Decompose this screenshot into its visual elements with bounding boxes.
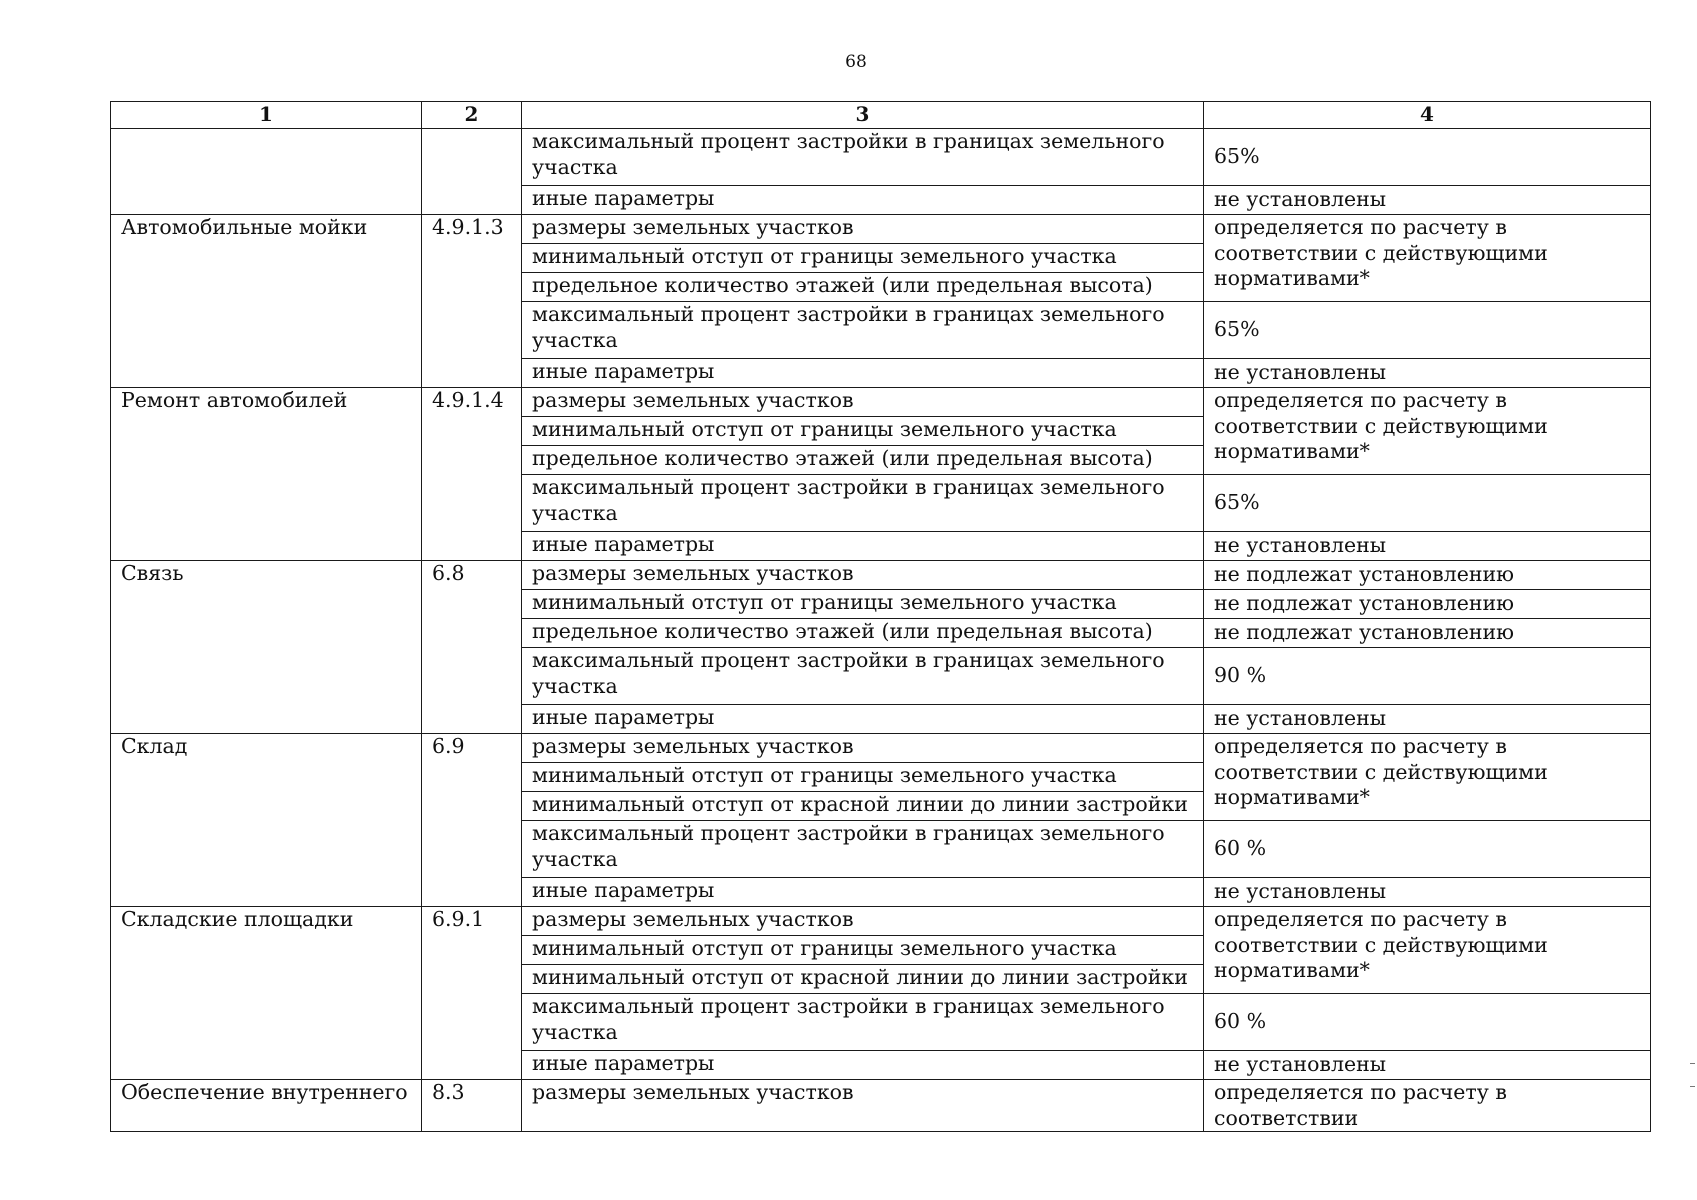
parameter-cell: предельное количество этажей (или предельная высота) (522, 446, 1204, 475)
column-header: 2 (422, 102, 522, 129)
land-use-code-cell: 6.8 (422, 561, 522, 734)
value-cell: определяется по расчету в соответствии с действующими нормативами* (1204, 907, 1651, 994)
parameter-cell: максимальный процент застройки в границах земельного участка (522, 994, 1204, 1051)
parameter-cell: максимальный процент застройки в границах земельного участка (522, 821, 1204, 878)
parameter-cell: минимальный отступ от границы земельного участка (522, 590, 1204, 619)
parameter-cell: размеры земельных участков (522, 388, 1204, 417)
parameter-cell: минимальный отступ от красной линии до линии застройки (522, 792, 1204, 821)
column-header: 4 (1204, 102, 1651, 129)
land-use-name-cell: Автомобильные мойки (111, 215, 422, 388)
value-cell: не установлены (1204, 878, 1651, 907)
value-cell: не установлены (1204, 1051, 1651, 1080)
parameter-cell: максимальный процент застройки в границах земельного участка (522, 475, 1204, 532)
land-use-table (110, 101, 1651, 1132)
value-cell: не подлежат установлению (1204, 590, 1651, 619)
parameter-cell: иные параметры (522, 186, 1204, 215)
land-use-code-cell: 6.9.1 (422, 907, 522, 1080)
value-cell: определяется по расчету в соответствии с действующими нормативами* (1204, 734, 1651, 821)
parameter-cell: иные параметры (522, 532, 1204, 561)
value-cell: 60 % (1204, 994, 1651, 1051)
value-cell: определяется по расчету в соответствии (1204, 1080, 1651, 1132)
table-row (111, 561, 1651, 590)
value-cell: 60 % (1204, 821, 1651, 878)
value-cell: не подлежат установлению (1204, 561, 1651, 590)
parameter-cell: иные параметры (522, 359, 1204, 388)
table-row (111, 129, 1651, 186)
land-use-code-cell: 8.3 (422, 1080, 522, 1132)
value-cell: определяется по расчету в соответствии с действующими нормативами* (1204, 388, 1651, 475)
land-use-name-cell: Склад (111, 734, 422, 907)
parameter-cell: размеры земельных участков (522, 734, 1204, 763)
parameter-cell: минимальный отступ от границы земельного участка (522, 936, 1204, 965)
parameter-cell: предельное количество этажей (или предельная высота) (522, 619, 1204, 648)
parameter-cell: минимальный отступ от красной линии до линии застройки (522, 965, 1204, 994)
value-cell: не установлены (1204, 532, 1651, 561)
value-cell: 90 % (1204, 648, 1651, 705)
page-number: 68 (845, 52, 867, 72)
parameter-cell: минимальный отступ от границы земельного участка (522, 244, 1204, 273)
parameter-cell: максимальный процент застройки в границах земельного участка (522, 129, 1204, 186)
parameter-cell: размеры земельных участков (522, 907, 1204, 936)
parameter-cell: иные параметры (522, 705, 1204, 734)
value-cell: не установлены (1204, 705, 1651, 734)
land-use-name-cell: Ремонт автомобилей (111, 388, 422, 561)
parameter-cell: размеры земельных участков (522, 215, 1204, 244)
table-row (111, 907, 1651, 936)
value-cell: 65% (1204, 475, 1651, 532)
parameter-cell: иные параметры (522, 1051, 1204, 1080)
land-use-code-cell (422, 129, 522, 215)
parameter-cell: минимальный отступ от границы земельного участка (522, 763, 1204, 792)
column-header: 3 (522, 102, 1204, 129)
parameter-cell: минимальный отступ от границы земельного участка (522, 417, 1204, 446)
land-use-name-cell: Складские площадки (111, 907, 422, 1080)
parameter-cell: предельное количество этажей (или предельная высота) (522, 273, 1204, 302)
table-header-row (111, 102, 1651, 129)
table-row (111, 215, 1651, 244)
parameter-cell: максимальный процент застройки в границах земельного участка (522, 648, 1204, 705)
land-use-code-cell: 6.9 (422, 734, 522, 907)
value-cell: не подлежат установлению (1204, 619, 1651, 648)
value-cell: 65% (1204, 129, 1651, 186)
land-use-name-cell: Связь (111, 561, 422, 734)
parameter-cell: максимальный процент застройки в границах земельного участка (522, 302, 1204, 359)
value-cell: определяется по расчету в соответствии с действующими нормативами* (1204, 215, 1651, 302)
column-header: 1 (111, 102, 422, 129)
parameter-cell: размеры земельных участков (522, 561, 1204, 590)
land-use-name-cell (111, 129, 422, 215)
value-cell: 65% (1204, 302, 1651, 359)
table-row (111, 388, 1651, 417)
value-cell: не установлены (1204, 359, 1651, 388)
land-use-code-cell: 4.9.1.3 (422, 215, 522, 388)
table-row (111, 1080, 1651, 1132)
land-use-name-cell: Обеспечение внутреннего (111, 1080, 422, 1132)
parameter-cell: размеры земельных участков (522, 1080, 1204, 1132)
land-use-code-cell: 4.9.1.4 (422, 388, 522, 561)
table-row (111, 734, 1651, 763)
parameter-cell: иные параметры (522, 878, 1204, 907)
scan-margin-marks (1690, 1063, 1695, 1087)
value-cell: не установлены (1204, 186, 1651, 215)
